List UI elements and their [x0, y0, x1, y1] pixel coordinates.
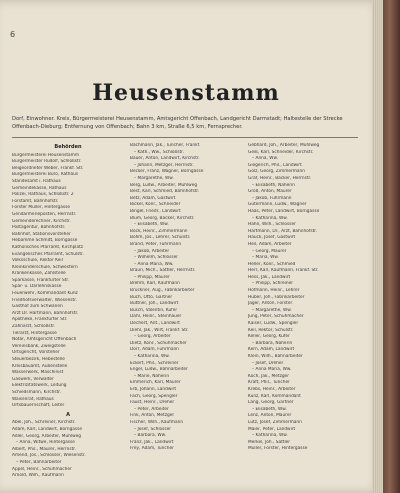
directory-entry: Heller, Konr., Schmied [248, 261, 296, 267]
directory-entry: Brückner, Aug., Fabrikarbeiter [130, 288, 195, 294]
directory-entry: Herr, Karl, Kaufmann, Frankf. Str. [248, 268, 319, 274]
directory-entry: Arnold, Wilh., Kaufmann [12, 473, 64, 479]
directory-entry: Gendarmerieposten, Herrnstr. [12, 211, 77, 217]
directory-entry: Gemeinderechner, Kirchstr. [12, 218, 71, 224]
directory-entry: Bürgermeister Rudolf, Schloßstr. [12, 159, 82, 165]
directory-entry: Krankenkasse, Zahlstelle [12, 271, 66, 277]
directory-entry: Postagentur, Bahnhofstr. [12, 225, 66, 231]
directory-column-2 [130, 143, 242, 488]
directory-entry: Betz, Adam, Gastwirt [130, 195, 176, 201]
directory-entry: – Georg, Arbeiter [134, 334, 171, 340]
page-number: 6 [10, 30, 16, 39]
directory-entry: Elektrizitätswerk, Leitung [12, 383, 67, 389]
directory-entry: Engel, Ludw., Bahnarbeiter [130, 367, 188, 373]
directory-entry: Brehm, Karl, Kaufmann [130, 281, 180, 287]
directory-entry: Kleinkinderschule, Schwestern [12, 264, 78, 270]
directory-entry: Busch, Valentin, Küfer [130, 307, 178, 313]
directory-entry: – Johann, Metzger, Herrnstr. [134, 162, 194, 168]
directory-entry: Notar, Amtsgericht Offenbach [12, 337, 77, 343]
directory-entry: Eckert, Phil., Schreiner [130, 360, 179, 366]
directory-entry: Friedhofsverwalter, Wiesenstr. [12, 297, 77, 303]
directory-entry: Appel, Heinr., Schuhmacher [12, 466, 72, 472]
directory-entry: Ortsbauernschaft, Leiter [12, 403, 65, 409]
directory-columns [12, 143, 360, 488]
directory-entry: – Georg, Maurer [252, 248, 287, 254]
directory-entry: Polizei, Rathaus, Schloßstr. 2 [12, 192, 74, 198]
directory-entry: Keller, Georg, Küfer [248, 334, 290, 340]
directory-entry: Becker, Franz, Wagner, Borngasse [130, 169, 204, 175]
directory-entry: Diehl, Jak., Wirt, Frankf. Str. [130, 327, 189, 333]
directory-entry: Bauer, Anton, Landwirt, Kirchstr. [130, 156, 200, 162]
directory-entry: Kreisbauamt, Außenstelle [12, 363, 68, 369]
directory-entry: – Elisabeth, Ww. [252, 406, 287, 412]
directory-entry: – Anna Maria, Ww. [134, 261, 174, 267]
directory-column-3 [248, 143, 360, 488]
directory-entry: Maier, Peter, Landwirt [248, 426, 296, 432]
directory-entry: Bock, Heinr., Zimmermann [130, 228, 188, 234]
directory-entry: Volksschule, Rektor Keil [12, 258, 63, 264]
directory-entry: Dörr, Adam, Fuhrmann [130, 347, 179, 353]
directory-entry: – Elisabeth, Ww. [134, 222, 169, 228]
directory-entry: Steuerbezirk, Hebestelle [12, 357, 65, 362]
directory-entry: Dietz, Konr., Schuhmacher [130, 340, 187, 346]
directory-entry: Groß, Anton, Maurer [248, 189, 292, 195]
directory-entry: – Katharina, Ww. [252, 215, 288, 221]
directory-entry: Gebhard, Joh., Arbeiter, Mühlweg [248, 143, 320, 148]
directory-entry: Waisenrat, Rathaus [12, 396, 54, 402]
directory-entry: Jäger, Anton, Förster [248, 301, 293, 307]
book-binding [383, 0, 400, 493]
directory-entry: – Wilhelm, Schlosser [134, 255, 179, 261]
section-heading: Behörden [54, 144, 82, 150]
directory-entry: Kraft, Phil., Tüncher [248, 380, 290, 386]
directory-entry: Lutz, Josef, Zimmermann [248, 419, 302, 425]
directory-entry: Hauck, Josef, Gastwirt [248, 235, 296, 241]
directory-entry: Evangelisches Pfarramt, Schulstr. [12, 251, 84, 257]
directory-entry: Bachmann, Jak., Tüncher, Frankf. [130, 143, 201, 148]
directory-entry: Graf, Heinr., Bäcker, Herrnstr. [248, 175, 312, 181]
directory-entry: Beigeordneter Weber, Frankf. Str. [12, 165, 84, 171]
directory-entry: Bickel, Konr., Schneider [130, 202, 181, 208]
directory-entry: Bürgermeisterei Heusenstamm [12, 152, 80, 158]
directory-entry: Frey, Adam, Tüncher [130, 446, 174, 452]
directory-entry: – Kath., Ww., Schloßstr. [134, 149, 184, 155]
directory-entry: Tierarzt, Hintergasse [12, 330, 57, 336]
directory-entry: – Jakob, Arbeiter [134, 248, 170, 254]
directory-entry: Geiß, Karl, Schneider, Kirchstr. [248, 149, 314, 155]
directory-entry: Hess, Jak., Landwirt [248, 274, 291, 280]
directory-entry: Albert, Phil., Maurer, Herrnstr. [12, 446, 77, 452]
directory-entry: Bürgermeisterei Büro, Rathaus [12, 172, 79, 178]
directory-entry: Abel, Joh., Schreiner, Kirchstr. [12, 420, 76, 426]
page-edge [372, 0, 383, 493]
directory-entry: Amend, Jos., Schlosser, Wiesenstr. [12, 453, 86, 459]
directory-entry: Katholisches Pfarramt, Kirchplatz [12, 244, 84, 250]
directory-entry: Erb, Johann, Landwirt [130, 386, 177, 392]
directory-entry: Dahl, Heinr., Steinhauer [130, 314, 182, 320]
directory-entry: Böhm, Jos., Lehrer, Schulstr. [130, 235, 191, 241]
directory-entry: Fischer, Wilh., Kaufmann [130, 419, 184, 425]
directory-entry: Koch, Jak., Metzger [248, 373, 289, 379]
directory-entry: Franz, Jak., Landwirt [130, 439, 174, 445]
directory-entry: Standesamt i. Rathaus [12, 178, 61, 184]
directory-entry: – Jakob, Fuhrmann [252, 195, 292, 201]
directory-entry: Lang, Georg, Gärtner [248, 400, 294, 406]
directory-entry: – Peter, Bahnarbeiter [16, 459, 62, 465]
page-subtitle: Dorf, Einwohner. Kreis, Bürgermeisterei Heusenstamm, Amtsgericht Offenbach, Landgericht Darmstadt; Haltestelle der Strecke Offenbach-Dieburg; Entfernung von Offenbach; Bahn 3 km, Straße 6,5 km, Fernsprecher. [12, 116, 343, 130]
directory-entry: Schiedsmann, Kirchstr. [12, 389, 62, 395]
directory-entry: Gemeindekasse, Rathaus [12, 185, 67, 191]
directory-entry: – Anna, Ww. [252, 156, 278, 162]
directory-entry: Kunz, Karl, Kommandant [248, 393, 301, 399]
directory-entry: Krebs, Heinr., Arbeiter [248, 386, 296, 392]
directory-entry: Hofmann, Heinr., Lehrer [248, 288, 300, 294]
directory-entry: Büttner, Joh., Landwirt [130, 301, 179, 307]
directory-entry: Zahnarzt, Schloßstr. [12, 324, 56, 330]
directory-entry: – Maria, Ww. [252, 255, 279, 261]
directory-entry: Blum, Georg, Bäcker, Kirchstr. [130, 215, 195, 221]
directory-entry: Best, Karl, Schmied, Bahnhofstr. [130, 189, 200, 195]
directory-entry: Emmerich, Karl, Maurer [130, 380, 181, 386]
directory-entry: – Philipp, Maurer [134, 274, 170, 280]
directory-entry: – Josef, Schlosser [134, 426, 172, 432]
directory-entry: Feuerwehr, Kommandant Kunz [12, 291, 78, 297]
directory-entry: Fach, Georg, Spengler [130, 393, 178, 399]
directory-column-1 [12, 143, 124, 488]
directory-entry: Kaiser, Ludw., Spengler [248, 321, 299, 327]
directory-entry: – Anna Maria, Ww. [252, 367, 292, 373]
directory-entry: Fink, Anton, Metzger [130, 413, 175, 419]
divider-rule [12, 137, 358, 138]
directory-entry: Spar- u. Darlehnskasse [12, 284, 62, 290]
directory-entry: Wasserwerk, Maschinist [12, 370, 64, 376]
directory-entry: – Margarethe, Ww. [252, 307, 292, 313]
directory-entry: Kern, Adam, Landwirt [248, 347, 295, 353]
directory-entry: Arzt Dr. Hartmann, Bahnhofstr. [12, 310, 79, 316]
directory-entry: Adler, Georg, Arbeiter, Mühlweg [12, 433, 82, 439]
directory-entry: – Marie, Näherin [134, 373, 170, 379]
directory-entry: Bahnhof, Stationsvorsteher [12, 231, 71, 237]
directory-entry: – Katharina, Ww. [134, 354, 170, 359]
directory-entry: – Peter, Arbeiter [134, 406, 169, 412]
directory-entry: – Anna, Witwe, Hintergasse [16, 440, 75, 446]
directory-entry: Müller, Förster, Hintergasse [248, 446, 308, 452]
directory-entry: Apotheke, Frankfurter Str. [12, 317, 68, 323]
directory-entry: Merkel, Joh., Sattler [248, 439, 291, 445]
directory-entry: Braun, Mich., Sattler, Herrnstr. [130, 268, 196, 274]
directory-entry: Klein, Wilh., Bahnarbeiter [248, 354, 303, 359]
directory-entry: Berg, Ludw., Arbeiter, Mühlweg [130, 182, 198, 188]
directory-entry: – Elisabeth, Näherin [252, 182, 295, 188]
directory-entry: Lenz, Anton, Maurer [248, 413, 292, 419]
directory-entry: – Katharina, Ww. [252, 433, 288, 439]
directory-entry: – Philipp, Schreiner [252, 281, 294, 287]
directory-entry: – Barbara, Näherin [252, 340, 293, 346]
directory-entry: Sparkasse, Frankfurter Str. [12, 277, 70, 283]
directory-entry: Gölz, Georg, Zimmermann [248, 169, 306, 175]
directory-entry: Gaswerk, Verwalter [12, 376, 54, 382]
directory-entry: Forstamt, Bahnhofstr. [12, 198, 59, 204]
directory-entry: Haas, Peter, Landwirt, Borngasse [248, 208, 320, 214]
directory-entry: Heil, Adam, Arbeiter [248, 241, 292, 247]
directory-entry: Dechert, Ant., Landwirt [130, 321, 180, 327]
directory-entry: Jung, Peter, Schuhmacher [248, 314, 304, 320]
directory-entry: Giegerich, Phil., Landwirt [248, 162, 302, 168]
alphabet-letter-heading: A [66, 411, 70, 418]
directory-entry: Faust, Heinr., Dreher [130, 400, 175, 406]
directory-entry: Keil, Rektor, Schulstr. [248, 327, 294, 333]
page-title: Heusenstamm [92, 80, 280, 106]
directory-entry: – Josef, Dreher [252, 360, 284, 366]
directory-entry: – Margarethe, Ww. [134, 175, 174, 181]
directory-entry: – Barbara, Ww. [134, 433, 167, 439]
directory-entry: Gutermann, Ludw., Wagner [248, 202, 307, 208]
directory-entry: Gasthof zum Schwanen [12, 304, 63, 310]
directory-entry: Vereinsbank, Zweigstelle [12, 343, 66, 349]
directory-entry: Ortsgericht, Vorsteher [12, 350, 60, 356]
directory-entry: Hahn, Wilh., Schlosser [248, 222, 296, 228]
directory-entry: Buch, Otto, Gärtner [130, 294, 173, 300]
directory-entry: Brand, Peter, Fuhrmann [130, 241, 182, 247]
directory-entry: Adam, Karl, Landwirt, Borngasse [12, 426, 83, 432]
directory-entry: Bingel, Friedr., Landwirt [130, 208, 181, 214]
directory-entry: Huber, Joh., Fabrikarbeiter [248, 294, 305, 300]
directory-entry: Förster Müller, Hintergasse [12, 205, 71, 211]
directory-entry: Hartmann, Dr., Arzt, Bahnhofstr. [248, 228, 318, 234]
directory-entry: Hebamme Schmitt, Borngasse [12, 238, 78, 244]
